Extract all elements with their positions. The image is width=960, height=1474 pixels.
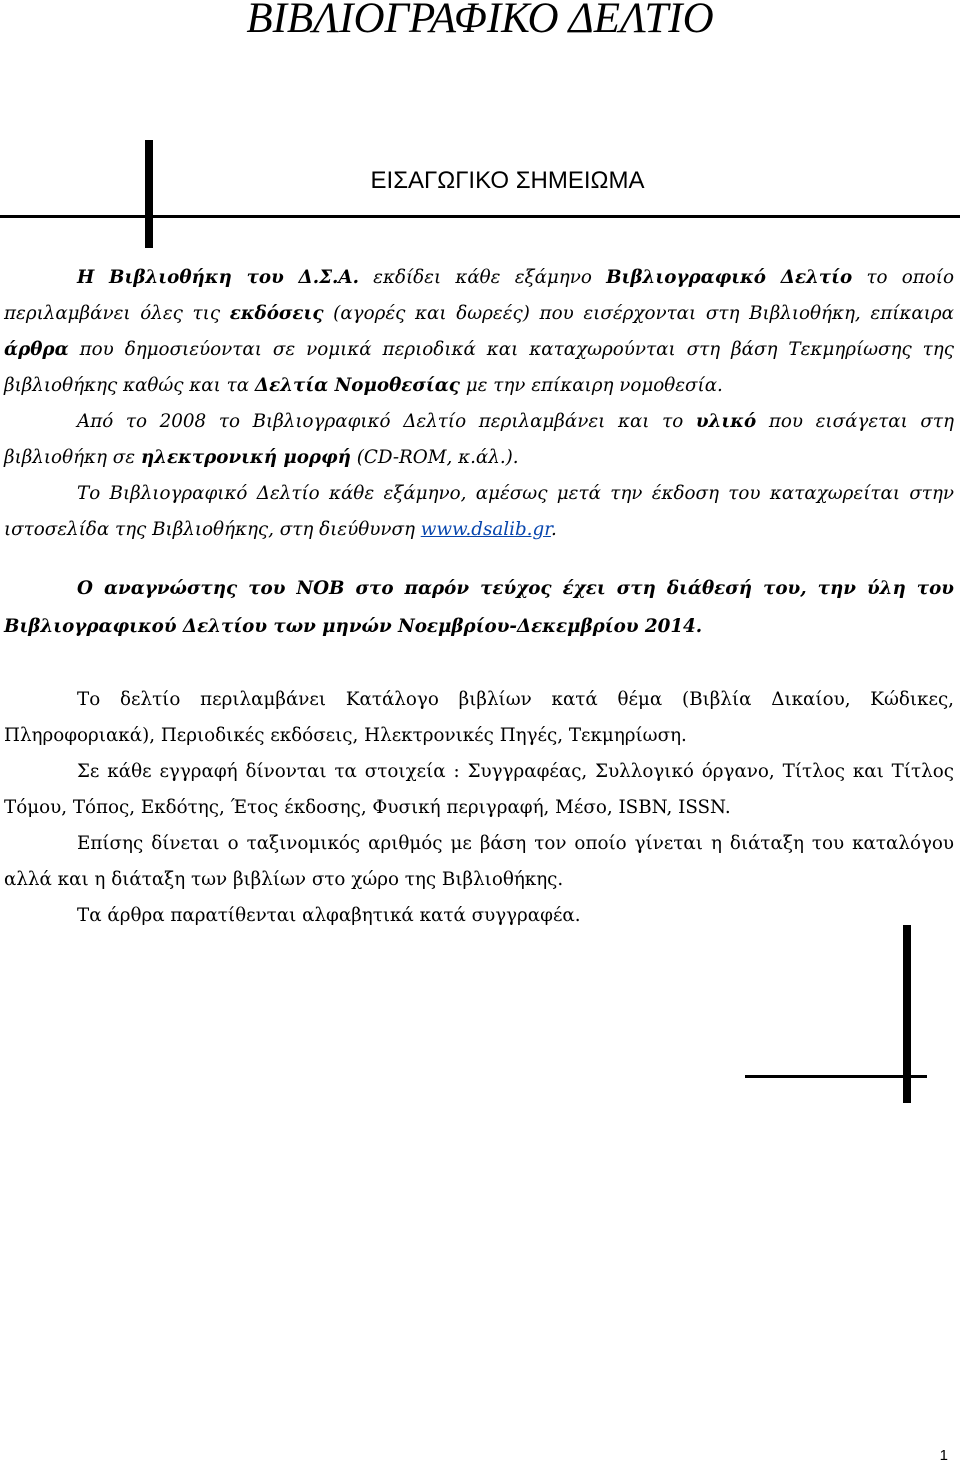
paragraph-8: Τα άρθρα παρατίθενται αλφαβητικά κατά συγγραφέα. [77,905,581,926]
paragraph-3 [4,476,954,548]
p2-text-b: που εισάγεται στη βιβλιοθήκη σε [4,411,954,468]
paragraph-7: Επίσης δίνεται ο ταξινομικός αριθμός με βάση τον οποίο γίνεται η διάταξη του καταλόγου αλλά και η διάταξη των βιβλίων στο χώρο της Βιβλιοθήκης. [4,833,954,890]
p2-material: υλικό [695,411,757,432]
p2-text-c: (CD-ROM, κ.άλ.). [350,447,519,468]
horizontal-rule-top [0,215,960,218]
body-text [4,260,954,934]
spacer [4,646,954,682]
paragraph-1 [4,260,954,404]
p4-text: Ο αναγνώστης του ΝΟΒ στο παρόν τεύχος έχει στη διάθεσή του, την ύλη του Βιβλιογραφικού Δελτίου των μηνών Νοεμβρίου-Δεκεμβρίου 2014. [4,578,954,637]
spacer [4,548,954,570]
p1-articles: άρθρα [4,339,69,360]
intro-heading: ΕΙΣΑΓΩΓΙΚΟ ΣΗΜΕΙΩΜΑ [370,167,645,194]
p3-text-a: Το Βιβλιογραφικό Δελτίο κάθε εξάμηνο, αμέσως μετά την έκδοση του καταχωρείται στην ιστοσελίδα της Βιβλιοθήκης, στη διεύθυνση [4,483,954,540]
paragraph-2 [4,404,954,476]
paragraph-4 [4,570,954,646]
p3-text-b: . [550,519,557,540]
p2-text-a: Από το 2008 το Βιβλιογραφικό Δελτίο περιλαμβάνει και το [77,411,696,432]
p1-library: Η Βιβλιοθήκη του Δ.Σ.Α. [77,267,359,288]
page-number: 1 [939,1447,948,1464]
p1-text-b: το οποίο περιλαμβάνει όλες τις [4,267,954,324]
paragraph-5: Το δελτίο περιλαμβάνει Κατάλογο βιβλίων κατά θέμα (Βιβλία Δικαίου, Κώδικες, Πληροφοριακά), Περιοδικές εκδόσεις, Ηλεκτρονικές Πηγές, Τεκμηρίωση. [4,689,954,746]
p1-text-a: εκδίδει κάθε εξάμηνο [358,267,607,288]
website-link[interactable]: www.dsalib.gr [420,519,551,540]
p1-text-e: με την επίκαιρη νομοθεσία. [459,375,723,396]
p2-electronic: ηλεκτρονική μορφή [140,447,351,468]
horizontal-rule-bottom [745,1075,927,1078]
document-title: ΒΙΒΛΙΟΓΡΑΦΙΚΟ ΔΕΛΤΙΟ [246,0,714,42]
paragraph-6: Σε κάθε εγγραφή δίνονται τα στοιχεία : Συγγραφέας, Συλλογικό όργανο, Τίτλος και Τίτλος Τόμου, Τόπος, Εκδότης, Έτος έκδοσης, Φυσική περιγραφή, Μέσο, ISBN, ISSN. [4,761,954,818]
body-upright [4,682,954,934]
p1-legislation: Δελτία Νομοθεσίας [254,375,460,396]
p1-bulletin: Βιβλιογραφικό Δελτίο [606,267,853,288]
p1-editions: εκδόσεις [229,303,324,324]
p1-text-c: (αγορές και δωρεές) που εισέρχονται στη Βιβλιοθήκη, επίκαιρα [323,303,954,324]
p1-text-d: που δημοσιεύονται σε νομικά περιοδικά και καταχωρούνται στη βάση Τεκμηρίωσης της βιβλιοθήκης καθώς και τα [4,339,954,396]
